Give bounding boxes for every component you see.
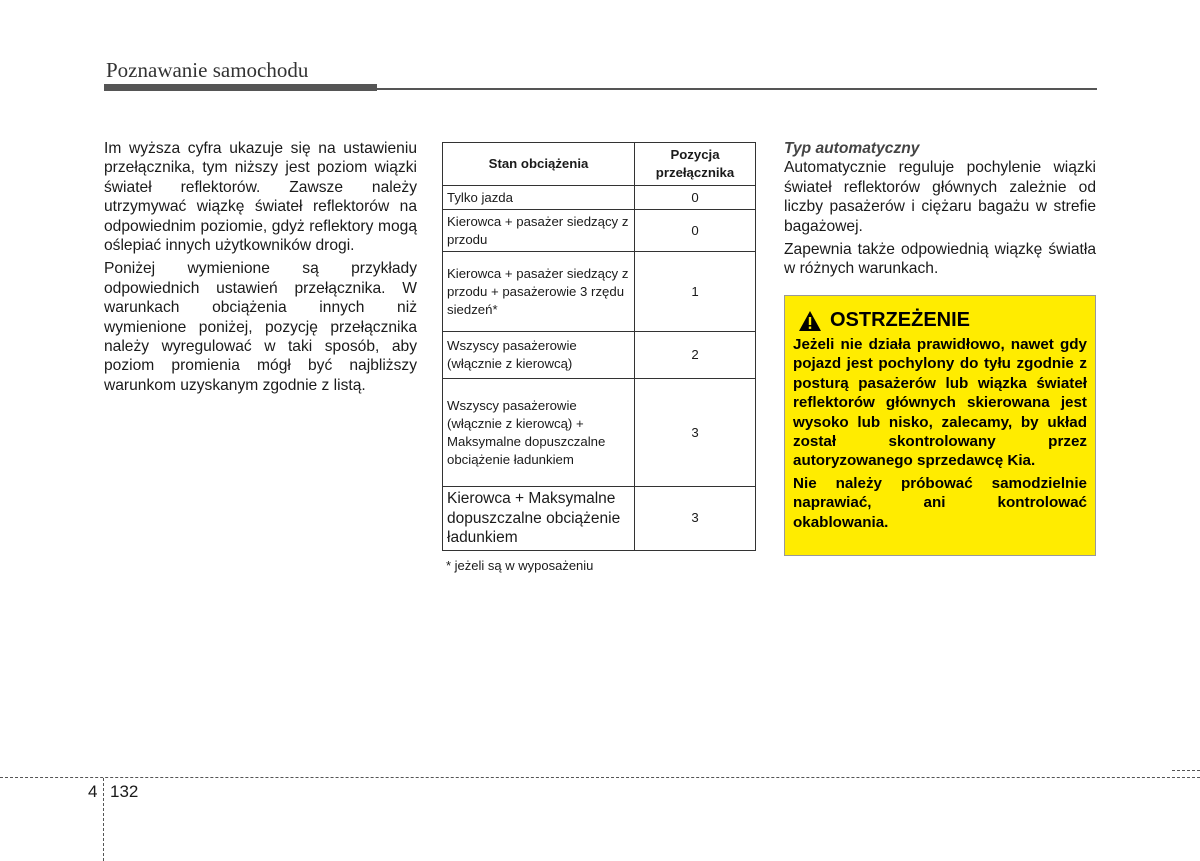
paragraph: Poniżej wymienione są przykłady odpowiednich ustawień przełącznika. W warunkach obciążenia innych niż wymienione poniżej, pozycję przełącznika należy wyregulować w taki sposób, aby poziom promienia mógł być najbliższy warunkom uzyskanym zgodnie z listą. (104, 260, 417, 394)
paragraph: Automatycznie reguluje pochylenie wiązki świateł reflektorów głównych zależnie od liczby pasażerów i ciężaru bagażu w strefie bagażowej. (784, 159, 1096, 235)
warning-box (784, 295, 1096, 556)
table-header-position: Pozycja przełącznika (635, 143, 756, 186)
row-condition: Kierowca + pasażer siedzący z przodu (443, 210, 635, 252)
table-row (443, 487, 756, 551)
left-column (104, 139, 417, 399)
row-position: 2 (635, 332, 756, 379)
row-condition: Kierowca + Maksymalne dopuszczalne obciążenie ładunkiem (443, 487, 635, 551)
table-row (443, 252, 756, 332)
row-condition: Tylko jazda (443, 186, 635, 210)
page-header-title: Poznawanie samochodu (106, 58, 309, 82)
row-position: 1 (635, 252, 756, 332)
warning-paragraph: Nie należy próbować samodzielnie naprawiać, ani kontrolować okablowania. (793, 474, 1087, 531)
page-number: 132 (110, 782, 139, 801)
table-row (443, 379, 756, 487)
footer-divider (0, 777, 1200, 778)
warning-header (798, 309, 970, 332)
row-position: 3 (635, 379, 756, 487)
table-row (443, 332, 756, 379)
row-position: 3 (635, 487, 756, 551)
row-condition: Wszyscy pasażerowie (włącznie z kierowcą) + Maksymalne dopuszczalne obciążenie ładunkiem (443, 379, 635, 487)
warning-title: OSTRZEŻENIE (830, 309, 971, 331)
chapter-number: 4 (88, 782, 98, 801)
paragraph: Im wyższa cyfra ukazuje się na ustawieniu przełącznika, tym niższy jest poziom wiązki świateł reflektorów. Zawsze należy utrzymywać wiązkę świateł reflektorów na odpowiednim poziomie, gdyż reflektory mogą oślepiać innych użytkowników drogi. (104, 140, 417, 255)
table-row (443, 210, 756, 252)
table-row (443, 186, 756, 210)
paragraph: Zapewnia także odpowiednią wiązkę światła w różnych warunkach. (784, 241, 1096, 278)
row-position: 0 (635, 186, 756, 210)
warning-triangle-icon (798, 310, 822, 332)
footer-divider-mark (1172, 770, 1200, 771)
table-footnote: * jeżeli są w wyposażeniu (446, 558, 594, 573)
row-position: 0 (635, 210, 756, 252)
load-switch-table (442, 142, 756, 551)
warning-body (793, 335, 1087, 535)
table-header-row (443, 143, 756, 186)
header-rule-accent (104, 84, 377, 91)
section-subheading: Typ automatyczny (784, 140, 920, 157)
row-condition: Wszyscy pasażerowie (włącznie z kierowcą) (443, 332, 635, 379)
table-header-condition: Stan obciążenia (443, 143, 635, 186)
row-condition: Kierowca + pasażer siedzący z przodu + pasażerowie 3 rzędu siedzeń* (443, 252, 635, 332)
footer-vertical-divider (103, 778, 104, 861)
warning-paragraph: Jeżeli nie działa prawidłowo, nawet gdy pojazd jest pochylony do tyłu zgodnie z posturą pasażerów lub wiązka świateł reflektorów głównych skierowana jest wysoko lub nisko, zalecamy, by układ został skontrolowany przez autoryzowanego sprzedawcę Kia. (793, 336, 1087, 470)
right-column (784, 139, 1096, 283)
